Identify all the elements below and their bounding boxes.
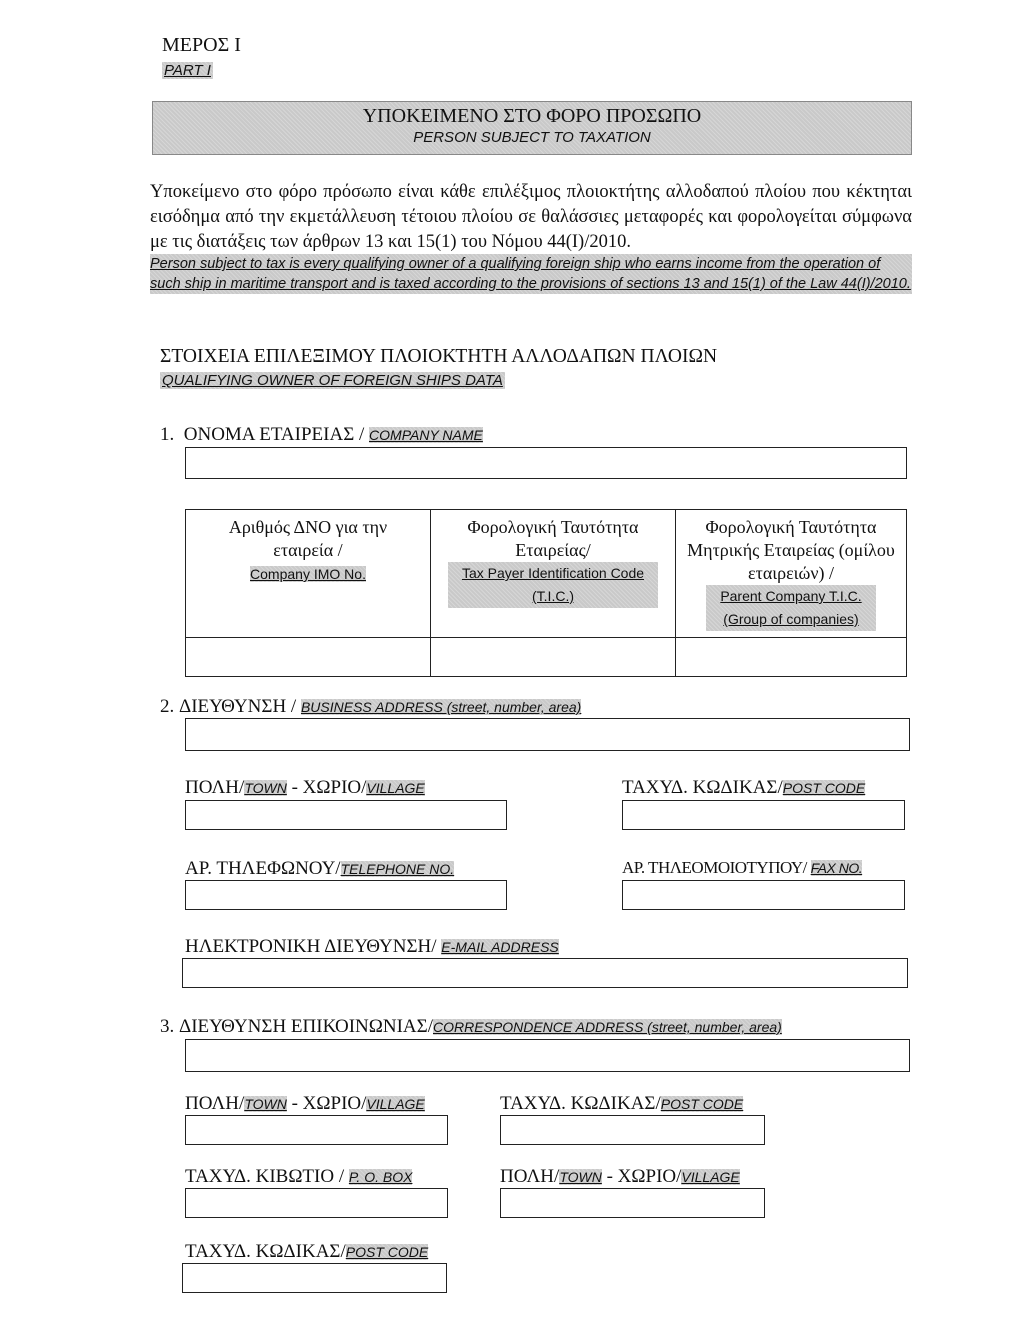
q2-postcode-input[interactable]: [622, 800, 905, 830]
telephone-english: TELEPHONE NO.: [340, 861, 455, 877]
q3-postcode2-greek: ΤΑΧΥΔ. ΚΩΔΙΚΑΣ/: [185, 1241, 346, 1262]
tic-header-english: Tax Payer Identification Code (T.I.C.): [448, 562, 658, 608]
fax-english: FAX NO.: [810, 860, 863, 876]
email-input[interactable]: [182, 958, 908, 988]
imo-header-cell: [186, 510, 431, 638]
q3-label-english: CORRESPONDENCE ADDRESS (street, number, area): [433, 1019, 782, 1035]
q3-town-label: [185, 1093, 425, 1115]
q2-label-greek: ΔΙΕΥΘΥΝΣΗ /: [179, 696, 301, 717]
q3-label-greek: ΔΙΕΥΘΥΝΣΗ ΕΠΙΚΟΙΝΩΝΙΑΣ/: [179, 1016, 433, 1037]
q1-number: 1.: [160, 424, 175, 445]
q3-town-input[interactable]: [185, 1115, 448, 1145]
company-name-label: [160, 424, 483, 446]
q2-town-input[interactable]: [185, 800, 507, 830]
imo-input[interactable]: [186, 638, 431, 677]
correspondence-address-label: [160, 1016, 782, 1038]
section-title-greek: ΣΤΟΙΧΕΙΑ ΕΠΙΛΕΞΙΜΟΥ ΠΛΟΙΟΚΤΗΤΗ ΑΛΛΟΔΑΠΩΝ ΠΛΟΙΩΝ: [160, 346, 718, 367]
banner-title-greek: ΥΠΟΚΕΙΜΕΝΟ ΣΤΟ ΦΟΡΟ ΠΡΟΣΩΠΟ: [362, 105, 702, 127]
q3-town2-label: [500, 1166, 740, 1188]
q3-village-english: VILLAGE: [366, 1096, 425, 1112]
fax-input[interactable]: [622, 880, 905, 910]
q2-town-english: TOWN: [244, 780, 287, 796]
imo-header-english: Company IMO No.: [250, 566, 366, 582]
telephone-label: [185, 858, 454, 880]
q3-town2-greek: ΠΟΛΗ/: [500, 1166, 560, 1187]
q3-town2-input[interactable]: [500, 1188, 765, 1218]
q3-postcode2-english: POST CODE: [345, 1244, 429, 1260]
tic-header-cell: [431, 510, 676, 638]
email-english: E-MAIL ADDRESS: [441, 939, 559, 955]
parent-tic-header-greek: Φορολογική Ταυτότητα Μητρικής Εταιρείας (ομίλου εταιρειών) /: [687, 517, 895, 583]
q2-postcode-greek: ΤΑΧΥΔ. ΚΩΔΙΚΑΣ/: [622, 777, 783, 798]
q2-number: 2.: [160, 696, 175, 717]
correspondence-address-input[interactable]: [185, 1039, 910, 1072]
q3-town-greek: ΠΟΛΗ/: [185, 1093, 245, 1114]
business-address-input[interactable]: [185, 718, 910, 751]
q3-postcode2-label: [185, 1241, 428, 1263]
q3-postcode-english: POST CODE: [660, 1096, 744, 1112]
tic-input[interactable]: [431, 638, 676, 677]
pobox-input[interactable]: [185, 1188, 448, 1218]
q3-town-english: TOWN: [244, 1096, 287, 1112]
q3-village2-greek: - ΧΩΡΙΟ/: [601, 1166, 682, 1187]
part-title-english: PART I: [164, 62, 211, 79]
email-label: [185, 936, 559, 958]
pobox-english: P. O. BOX: [348, 1169, 413, 1185]
section-title-english: QUALIFYING OWNER OF FOREIGN SHIPS DATA: [162, 372, 503, 389]
pobox-label: [185, 1166, 412, 1188]
banner-title-english: PERSON SUBJECT TO TAXATION: [413, 129, 651, 146]
q2-label-english: BUSINESS ADDRESS (street, number, area): [300, 699, 582, 715]
parent-tic-header-cell: [676, 510, 907, 638]
q2-village-greek: - ΧΩΡΙΟ/: [286, 777, 367, 798]
q2-town-greek: ΠΟΛΗ/: [185, 777, 245, 798]
q1-label-greek: ΟΝΟΜΑ ΕΤΑΙΡΕΙΑΣ /: [183, 424, 370, 445]
q2-town-label: [185, 777, 425, 799]
q3-postcode-greek: ΤΑΧΥΔ. ΚΩΔΙΚΑΣ/: [500, 1093, 661, 1114]
q3-postcode-input[interactable]: [500, 1115, 765, 1145]
q2-postcode-label: [622, 777, 865, 799]
q3-postcode2-input[interactable]: [182, 1263, 447, 1293]
fax-greek: ΑΡ. ΤΗΛΕΟΜΟΙΟΤΥΠΟΥ/: [622, 858, 811, 877]
q3-village2-english: VILLAGE: [681, 1169, 740, 1185]
part-title-greek: ΜΕΡΟΣ Ι: [162, 34, 241, 56]
fax-label: [622, 858, 862, 878]
company-id-table: [185, 509, 907, 677]
q3-number: 3.: [160, 1016, 175, 1037]
tic-header-greek: Φορολογική Ταυτότητα Εταιρείας/: [467, 517, 639, 560]
business-address-label: [160, 696, 581, 718]
q3-village-greek: - ΧΩΡΙΟ/: [286, 1093, 367, 1114]
q3-town2-english: TOWN: [559, 1169, 602, 1185]
telephone-input[interactable]: [185, 880, 507, 910]
section-banner: [152, 101, 912, 155]
parent-tic-header-english: Parent Company T.I.C. (Group of companies): [706, 585, 876, 631]
email-greek: ΗΛΕΚΤΡΟΝΙΚΗ ΔΙΕΥΘΥΝΣΗ/: [185, 936, 442, 957]
company-name-input[interactable]: [185, 447, 907, 479]
q2-village-english: VILLAGE: [366, 780, 425, 796]
imo-header-greek: Αριθμός ΔΝΟ για την εταιρεία /: [228, 517, 388, 560]
q3-postcode-label: [500, 1093, 743, 1115]
intro-greek-text: Υποκείμενο στο φόρο πρόσωπο είναι κάθε επιλέξιμος πλοιοκτήτης αλλοδαπού πλοίου που κέκτηται εισόδημα από την εκμετάλλευση τέτοιου πλοίου σε θαλάσσιες μεταφορές και φορολογείται σύμφωνα με τις διατάξεις των άρθρων 13 και 15(1) του Νόμου 44(Ι)/2010.: [150, 182, 912, 252]
q1-label-english: COMPANY NAME: [369, 427, 483, 443]
pobox-greek: ΤΑΧΥΔ. ΚΙΒΩΤΙΟ /: [185, 1166, 349, 1187]
q2-postcode-english: POST CODE: [782, 780, 866, 796]
telephone-greek: ΑΡ. ΤΗΛΕΦΩΝΟΥ/: [185, 858, 341, 879]
parent-tic-input[interactable]: [676, 638, 907, 677]
intro-english-text: Person subject to tax is every qualifying owner of a qualifying foreign ship who earns income from the operation of such ship in maritime transport and is taxed according to the provisions of sections 13 and 15(1) of the Law 44(I)/2010.: [150, 256, 911, 292]
